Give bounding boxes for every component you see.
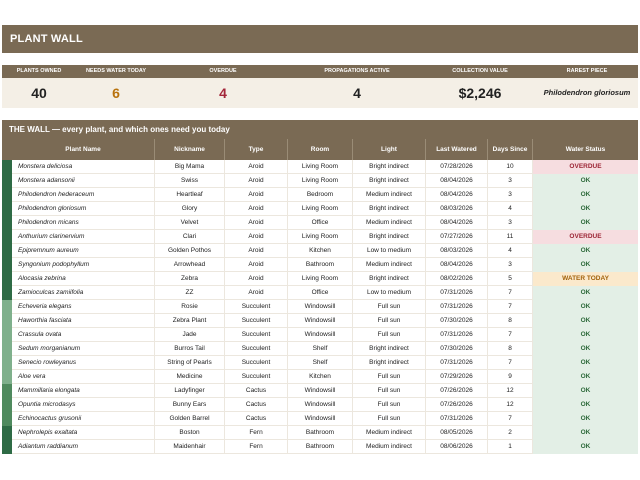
kpi-values-row: [2, 78, 638, 108]
cell-plant-name[interactable]: Syngonium podophyllum: [12, 258, 155, 272]
cell-last-watered[interactable]: 08/02/2026: [426, 272, 488, 286]
cell-nickname[interactable]: Maidenhair: [155, 440, 225, 454]
table-row[interactable]: [2, 370, 638, 384]
cell-last-watered[interactable]: 08/04/2026: [426, 258, 488, 272]
cell-last-watered[interactable]: 08/03/2026: [426, 244, 488, 258]
kpi-label-needs-water: NEEDS WATER TODAY: [85, 68, 147, 74]
cell-light[interactable]: Full sun: [353, 370, 426, 384]
cell-type[interactable]: Aroid: [225, 244, 288, 258]
col-header-light[interactable]: Light: [353, 139, 426, 160]
cell-light[interactable]: Full sun: [353, 300, 426, 314]
table-row[interactable]: [2, 244, 638, 258]
cell-room[interactable]: Bathroom: [288, 426, 353, 440]
cell-nickname[interactable]: Golden Barrel: [155, 412, 225, 426]
type-color-stripe: [2, 202, 12, 216]
cell-nickname[interactable]: Burros Tail: [155, 342, 225, 356]
cell-nickname[interactable]: Jade: [155, 328, 225, 342]
cell-last-watered[interactable]: 07/26/2026: [426, 398, 488, 412]
table-row[interactable]: [2, 230, 638, 244]
cell-water-status[interactable]: WATER TODAY: [533, 272, 638, 286]
cell-days-since[interactable]: 5: [488, 272, 533, 286]
cell-last-watered[interactable]: 08/04/2026: [426, 174, 488, 188]
cell-water-status[interactable]: OK: [533, 244, 638, 258]
cell-light[interactable]: Full sun: [353, 398, 426, 412]
table-header: [2, 139, 638, 160]
cell-water-status[interactable]: OK: [533, 426, 638, 440]
cell-nickname[interactable]: Ladyfinger: [155, 384, 225, 398]
cell-last-watered[interactable]: 07/30/2026: [426, 314, 488, 328]
cell-water-status[interactable]: OK: [533, 398, 638, 412]
cell-days-since[interactable]: 12: [488, 398, 533, 412]
cell-water-status[interactable]: OK: [533, 216, 638, 230]
cell-light[interactable]: Medium indirect: [353, 258, 426, 272]
cell-plant-name[interactable]: Mammillaria elongata: [12, 384, 155, 398]
cell-last-watered[interactable]: 07/30/2026: [426, 342, 488, 356]
cell-room[interactable]: Kitchen: [288, 370, 353, 384]
col-header-water-status[interactable]: Water Status: [565, 146, 606, 153]
cell-plant-name[interactable]: Philodendron hederaceum: [12, 188, 155, 202]
kpi-value-propagations: 4: [353, 85, 361, 101]
type-color-stripe: [2, 160, 12, 174]
section-header: [2, 120, 638, 139]
cell-room[interactable]: Windowsill: [288, 398, 353, 412]
cell-days-since[interactable]: 7: [488, 356, 533, 370]
col-header-type[interactable]: Type: [225, 139, 288, 160]
cell-last-watered[interactable]: 07/27/2026: [426, 230, 488, 244]
cell-light[interactable]: Bright indirect: [353, 272, 426, 286]
cell-room[interactable]: Living Room: [288, 160, 353, 174]
cell-type[interactable]: Aroid: [225, 160, 288, 174]
cell-last-watered[interactable]: 07/28/2026: [426, 160, 488, 174]
cell-type[interactable]: Succulent: [225, 370, 288, 384]
cell-type[interactable]: Fern: [225, 426, 288, 440]
cell-type[interactable]: Fern: [225, 440, 288, 454]
cell-last-watered[interactable]: 07/31/2026: [426, 412, 488, 426]
cell-plant-name[interactable]: Nephrolepis exaltata: [12, 426, 155, 440]
type-color-stripe: [2, 314, 12, 328]
cell-room[interactable]: Shelf: [288, 342, 353, 356]
col-header-last-watered[interactable]: Last Watered: [426, 139, 488, 160]
cell-light[interactable]: Medium indirect: [353, 216, 426, 230]
table-row[interactable]: [2, 356, 638, 370]
table-row[interactable]: [2, 300, 638, 314]
page-title: PLANT WALL: [10, 33, 83, 45]
type-color-stripe: [2, 258, 12, 272]
type-color-stripe: [2, 216, 12, 230]
table-row[interactable]: [2, 384, 638, 398]
cell-room[interactable]: Windowsill: [288, 328, 353, 342]
cell-light[interactable]: Full sun: [353, 314, 426, 328]
table-row[interactable]: [2, 174, 638, 188]
cell-water-status[interactable]: OK: [533, 370, 638, 384]
cell-last-watered[interactable]: 08/04/2026: [426, 188, 488, 202]
cell-last-watered[interactable]: 07/31/2026: [426, 356, 488, 370]
cell-nickname[interactable]: ZZ: [155, 286, 225, 300]
cell-last-watered[interactable]: 07/31/2026: [426, 286, 488, 300]
cell-room[interactable]: Windowsill: [288, 314, 353, 328]
cell-nickname[interactable]: Glory: [155, 202, 225, 216]
cell-type[interactable]: Succulent: [225, 328, 288, 342]
col-header-room[interactable]: Room: [288, 139, 353, 160]
cell-water-status[interactable]: OK: [533, 328, 638, 342]
kpi-value-needs-water: 6: [112, 85, 120, 101]
cell-water-status[interactable]: OK: [533, 300, 638, 314]
cell-type[interactable]: Aroid: [225, 216, 288, 230]
cell-type[interactable]: Succulent: [225, 342, 288, 356]
cell-water-status[interactable]: OK: [533, 314, 638, 328]
cell-days-since[interactable]: 12: [488, 384, 533, 398]
cell-last-watered[interactable]: 08/06/2026: [426, 440, 488, 454]
type-color-stripe: [2, 174, 12, 188]
cell-plant-name[interactable]: Echeveria elegans: [12, 300, 155, 314]
table-row[interactable]: [2, 314, 638, 328]
table-row[interactable]: [2, 160, 638, 174]
section-title: THE WALL — every plant, and which ones need you today: [9, 125, 230, 134]
cell-water-status[interactable]: OVERDUE: [533, 160, 638, 174]
cell-plant-name[interactable]: Anthurium clarinervium: [12, 230, 155, 244]
type-color-stripe: [2, 356, 12, 370]
title-bar: [2, 25, 638, 53]
cell-days-since[interactable]: 8: [488, 314, 533, 328]
table-row[interactable]: [2, 258, 638, 272]
cell-last-watered[interactable]: 07/31/2026: [426, 300, 488, 314]
table-row[interactable]: [2, 328, 638, 342]
cell-room[interactable]: Living Room: [288, 230, 353, 244]
cell-nickname[interactable]: Velvet: [155, 216, 225, 230]
kpi-value-rarest-piece: Philodendron gloriosum: [543, 88, 631, 97]
cell-water-status[interactable]: OK: [533, 356, 638, 370]
cell-type[interactable]: Aroid: [225, 272, 288, 286]
cell-plant-name[interactable]: Adiantum raddianum: [12, 440, 155, 454]
col-header-nickname[interactable]: Nickname: [155, 139, 225, 160]
table-row[interactable]: [2, 272, 638, 286]
cell-days-since[interactable]: 3: [488, 216, 533, 230]
cell-days-since[interactable]: 7: [488, 300, 533, 314]
cell-room[interactable]: Bedroom: [288, 188, 353, 202]
cell-plant-name[interactable]: Aloe vera: [12, 370, 155, 384]
kpi-label-propagations: PROPAGATIONS ACTIVE: [324, 68, 390, 74]
cell-days-since[interactable]: 1: [488, 440, 533, 454]
cell-type[interactable]: Aroid: [225, 230, 288, 244]
cell-nickname[interactable]: Medicine: [155, 370, 225, 384]
type-color-stripe: [2, 300, 12, 314]
table-row[interactable]: [2, 440, 638, 454]
cell-plant-name[interactable]: Alocasia zebrina: [12, 272, 155, 286]
table-row[interactable]: [2, 398, 638, 412]
table-row[interactable]: [2, 426, 638, 440]
cell-plant-name[interactable]: Monstera deliciosa: [12, 160, 155, 174]
cell-light[interactable]: Bright indirect: [353, 160, 426, 174]
cell-nickname[interactable]: String of Pearls: [155, 356, 225, 370]
cell-room[interactable]: Kitchen: [288, 244, 353, 258]
cell-days-since[interactable]: 3: [488, 188, 533, 202]
cell-light[interactable]: Bright indirect: [353, 202, 426, 216]
type-color-stripe: [2, 286, 12, 300]
cell-last-watered[interactable]: 08/04/2026: [426, 216, 488, 230]
cell-type[interactable]: Aroid: [225, 174, 288, 188]
cell-days-since[interactable]: 3: [488, 258, 533, 272]
cell-plant-name[interactable]: Haworthia fasciata: [12, 314, 155, 328]
col-header-plant-name[interactable]: Plant Name: [12, 139, 155, 160]
cell-days-since[interactable]: 4: [488, 244, 533, 258]
table-row[interactable]: [2, 188, 638, 202]
cell-days-since[interactable]: 11: [488, 230, 533, 244]
cell-nickname[interactable]: Big Mama: [155, 160, 225, 174]
cell-room[interactable]: Living Room: [288, 272, 353, 286]
table-row[interactable]: [2, 202, 638, 216]
cell-plant-name[interactable]: Echinocactus grusonii: [12, 412, 155, 426]
kpi-header-row: [2, 65, 638, 78]
cell-light[interactable]: Low to medium: [353, 244, 426, 258]
type-color-stripe: [2, 384, 12, 398]
cell-days-since[interactable]: 10: [488, 160, 533, 174]
cell-water-status[interactable]: OVERDUE: [533, 230, 638, 244]
cell-days-since[interactable]: 8: [488, 342, 533, 356]
cell-nickname[interactable]: Zebra Plant: [155, 314, 225, 328]
kpi-label-collection-value: COLLECTION VALUE: [452, 68, 508, 74]
cell-plant-name[interactable]: Sedum morganianum: [12, 342, 155, 356]
cell-days-since[interactable]: 7: [488, 328, 533, 342]
cell-plant-name[interactable]: Crassula ovata: [12, 328, 155, 342]
table-row[interactable]: [2, 412, 638, 426]
type-color-stripe: [2, 370, 12, 384]
cell-light[interactable]: Bright indirect: [353, 230, 426, 244]
type-color-stripe: [2, 230, 12, 244]
cell-room[interactable]: Office: [288, 216, 353, 230]
cell-room[interactable]: Windowsill: [288, 300, 353, 314]
cell-room[interactable]: Windowsill: [288, 412, 353, 426]
cell-water-status[interactable]: OK: [533, 440, 638, 454]
cell-room[interactable]: Bathroom: [288, 440, 353, 454]
cell-nickname[interactable]: Heartleaf: [155, 188, 225, 202]
cell-nickname[interactable]: Bunny Ears: [155, 398, 225, 412]
cell-nickname[interactable]: Clari: [155, 230, 225, 244]
cell-water-status[interactable]: OK: [533, 202, 638, 216]
cell-days-since[interactable]: 9: [488, 370, 533, 384]
cell-light[interactable]: Medium indirect: [353, 188, 426, 202]
cell-plant-name[interactable]: Philodendron micans: [12, 216, 155, 230]
type-color-stripe: [2, 412, 12, 426]
cell-last-watered[interactable]: 08/03/2026: [426, 202, 488, 216]
cell-days-since[interactable]: 3: [488, 174, 533, 188]
type-color-stripe: [2, 398, 12, 412]
cell-nickname[interactable]: Zebra: [155, 272, 225, 286]
cell-water-status[interactable]: OK: [533, 384, 638, 398]
type-color-stripe: [2, 328, 12, 342]
cell-type[interactable]: Aroid: [225, 202, 288, 216]
table-row[interactable]: [2, 216, 638, 230]
cell-days-since[interactable]: 7: [488, 286, 533, 300]
cell-nickname[interactable]: Golden Pothos: [155, 244, 225, 258]
cell-type[interactable]: Aroid: [225, 188, 288, 202]
cell-nickname[interactable]: Arrowhead: [155, 258, 225, 272]
cell-nickname[interactable]: Rosie: [155, 300, 225, 314]
cell-type[interactable]: Succulent: [225, 356, 288, 370]
cell-light[interactable]: Bright indirect: [353, 174, 426, 188]
col-header-days-since[interactable]: Days Since: [488, 139, 533, 160]
cell-water-status[interactable]: OK: [533, 412, 638, 426]
type-color-stripe: [2, 244, 12, 258]
cell-room[interactable]: Office: [288, 286, 353, 300]
cell-room[interactable]: Living Room: [288, 202, 353, 216]
kpi-value-collection-value: $2,246: [458, 85, 502, 101]
cell-room[interactable]: Bathroom: [288, 258, 353, 272]
table-row[interactable]: [2, 286, 638, 300]
cell-plant-name[interactable]: Epipremnum aureum: [12, 244, 155, 258]
cell-plant-name[interactable]: Philodendron gloriosum: [12, 202, 155, 216]
cell-nickname[interactable]: Boston: [155, 426, 225, 440]
cell-room[interactable]: Windowsill: [288, 384, 353, 398]
cell-light[interactable]: Bright indirect: [353, 356, 426, 370]
cell-days-since[interactable]: 2: [488, 426, 533, 440]
cell-water-status[interactable]: OK: [533, 258, 638, 272]
cell-plant-name[interactable]: Opuntia microdasys: [12, 398, 155, 412]
cell-last-watered[interactable]: 07/31/2026: [426, 328, 488, 342]
type-color-stripe: [2, 342, 12, 356]
cell-type[interactable]: Succulent: [225, 314, 288, 328]
cell-light[interactable]: Medium indirect: [353, 440, 426, 454]
cell-light[interactable]: Full sun: [353, 412, 426, 426]
cell-light[interactable]: Full sun: [353, 384, 426, 398]
kpi-value-overdue: 4: [219, 85, 227, 101]
kpi-label-overdue: OVERDUE: [209, 68, 237, 74]
cell-last-watered[interactable]: 07/29/2026: [426, 370, 488, 384]
cell-plant-name[interactable]: Zamioculcas zamiifolia: [12, 286, 155, 300]
cell-type[interactable]: Succulent: [225, 300, 288, 314]
cell-light[interactable]: Full sun: [353, 328, 426, 342]
cell-last-watered[interactable]: 08/05/2026: [426, 426, 488, 440]
kpi-value-plants-owned: 40: [31, 85, 47, 101]
table-row[interactable]: [2, 342, 638, 356]
kpi-label-plants-owned: PLANTS OWNED: [16, 68, 62, 74]
cell-days-since[interactable]: 4: [488, 202, 533, 216]
kpi-label-rarest-piece: RAREST PIECE: [566, 68, 608, 74]
cell-type[interactable]: Cactus: [225, 412, 288, 426]
cell-nickname[interactable]: Swiss: [155, 174, 225, 188]
cell-days-since[interactable]: 7: [488, 412, 533, 426]
cell-light[interactable]: Low to medium: [353, 286, 426, 300]
cell-room[interactable]: Living Room: [288, 174, 353, 188]
cell-type[interactable]: Cactus: [225, 398, 288, 412]
cell-light[interactable]: Bright indirect: [353, 342, 426, 356]
cell-type[interactable]: Cactus: [225, 384, 288, 398]
type-color-stripe: [2, 440, 12, 454]
cell-room[interactable]: Shelf: [288, 356, 353, 370]
cell-light[interactable]: Medium indirect: [353, 426, 426, 440]
cell-plant-name[interactable]: Senecio rowleyanus: [12, 356, 155, 370]
cell-last-watered[interactable]: 07/26/2026: [426, 384, 488, 398]
type-color-stripe: [2, 188, 12, 202]
cell-water-status[interactable]: OK: [533, 342, 638, 356]
cell-type[interactable]: Aroid: [225, 258, 288, 272]
cell-water-status[interactable]: OK: [533, 286, 638, 300]
cell-water-status[interactable]: OK: [533, 188, 638, 202]
cell-plant-name[interactable]: Monstera adansonii: [12, 174, 155, 188]
cell-water-status[interactable]: OK: [533, 174, 638, 188]
cell-type[interactable]: Aroid: [225, 286, 288, 300]
type-color-stripe: [2, 426, 12, 440]
type-color-stripe: [2, 272, 12, 286]
